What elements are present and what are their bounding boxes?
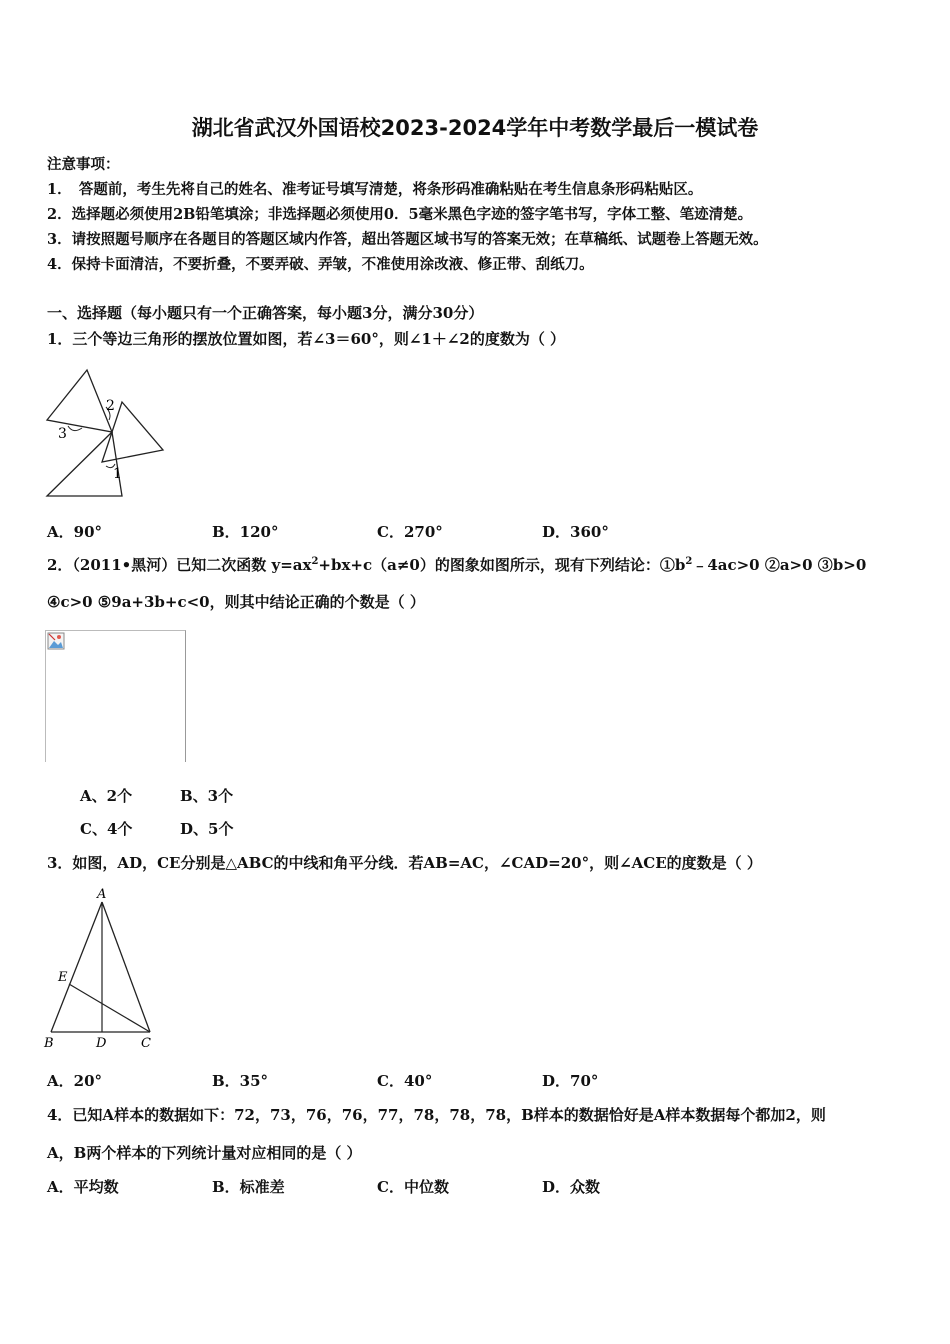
q2-stem-part3: ﹣4ac>0 ②a>0 ③b>0 xyxy=(692,556,867,574)
q3-option-b[interactable]: B．35° xyxy=(212,1072,269,1090)
q1-angle-2-label: 2 xyxy=(106,398,115,414)
q1-angle-3-label: 3 xyxy=(58,426,67,442)
q3-point-d-label: D xyxy=(96,1036,107,1051)
q1-option-b[interactable]: B．120° xyxy=(212,523,279,541)
q2-stem-line2: ④c>0 ⑤9a+3b+c<0，则其中结论正确的个数是（ ） xyxy=(47,593,425,611)
q4-option-d[interactable]: D．众数 xyxy=(542,1178,601,1196)
q4-option-b[interactable]: B．标准差 xyxy=(212,1178,285,1196)
note-item-2: 2．选择题必须使用2B铅笔填涂；非选择题必须使用0．5毫米黑色字迹的签字笔书写，字体工整、笔迹清楚。 xyxy=(47,206,753,223)
q4-stem-line2: A，B两个样本的下列统计量对应相同的是（ ） xyxy=(47,1144,362,1162)
q2-option-a[interactable]: A、2个 xyxy=(80,787,133,805)
q3-vertex-b-label: B xyxy=(44,1036,54,1051)
section-heading: 一、选择题（每小题只有一个正确答案，每小题3分，满分30分） xyxy=(47,304,484,322)
q1-options xyxy=(47,521,747,543)
q3-stem: 3．如图，AD，CE分别是△ABC的中线和角平分线．若AB=AC，∠CAD=20°，则∠ACE的度数是（ ） xyxy=(47,854,762,872)
notes-heading: 注意事项： xyxy=(47,156,120,173)
q3-option-d[interactable]: D．70° xyxy=(542,1072,599,1090)
q3-options xyxy=(47,1070,747,1092)
q3-vertex-c-label: C xyxy=(141,1036,151,1051)
q2-stem-part1: 2．（2011•黑河）已知二次函数 y=ax xyxy=(47,556,312,574)
q3-vertex-a-label: A xyxy=(97,887,107,902)
q2-stem-line1 xyxy=(47,554,866,575)
note-item-4: 4．保持卡面清洁，不要折叠，不要弄破、弄皱，不准使用涂改液、修正带、刮纸刀。 xyxy=(47,256,594,273)
q1-angle-1-label: 1 xyxy=(113,466,122,482)
q4-stem-line1: 4．已知A样本的数据如下：72，73，76，76，77，78，78，78，B样本的数据恰好是A样本数据每个都加2，则 xyxy=(47,1106,826,1124)
q1-option-a[interactable]: A．90° xyxy=(47,523,103,541)
broken-image-icon xyxy=(47,632,65,650)
q1-triangles-figure xyxy=(40,362,170,500)
q2-option-c[interactable]: C、4个 xyxy=(80,820,133,838)
q2-stem-part2: +bx+c（a≠0）的图象如图所示，现有下列结论：①b xyxy=(318,556,686,574)
q4-options xyxy=(47,1176,747,1198)
q2-stem-sup2: 2 xyxy=(685,556,693,567)
q2-option-d[interactable]: D、5个 xyxy=(180,820,234,838)
note-item-3: 3．请按照题号顺序在各题目的答题区域内作答，超出答题区域书写的答案无效；在草稿纸、试题卷上答题无效。 xyxy=(47,231,768,248)
q3-option-c[interactable]: C．40° xyxy=(377,1072,433,1090)
q3-triangle-figure xyxy=(40,884,160,1054)
page-title: 湖北省武汉外国语校2023-2024学年中考数学最后一模试卷 xyxy=(191,116,759,140)
q2-missing-image-placeholder xyxy=(45,630,186,762)
q4-option-c[interactable]: C．中位数 xyxy=(377,1178,449,1196)
note-item-1: 1． 答题前，考生先将自己的姓名、准考证号填写清楚，将条形码准确粘贴在考生信息条形码粘贴区。 xyxy=(47,181,703,198)
q4-option-a[interactable]: A．平均数 xyxy=(47,1178,119,1196)
q1-stem: 1．三个等边三角形的摆放位置如图，若∠3＝60°，则∠1＋∠2的度数为（ ） xyxy=(47,330,566,348)
q1-option-d[interactable]: D．360° xyxy=(542,523,609,541)
q3-point-e-label: E xyxy=(58,970,68,985)
q2-option-b[interactable]: B、3个 xyxy=(180,787,234,805)
q1-option-c[interactable]: C．270° xyxy=(377,523,443,541)
q3-option-a[interactable]: A．20° xyxy=(47,1072,103,1090)
q2-stem-sup: 2 xyxy=(311,556,319,567)
